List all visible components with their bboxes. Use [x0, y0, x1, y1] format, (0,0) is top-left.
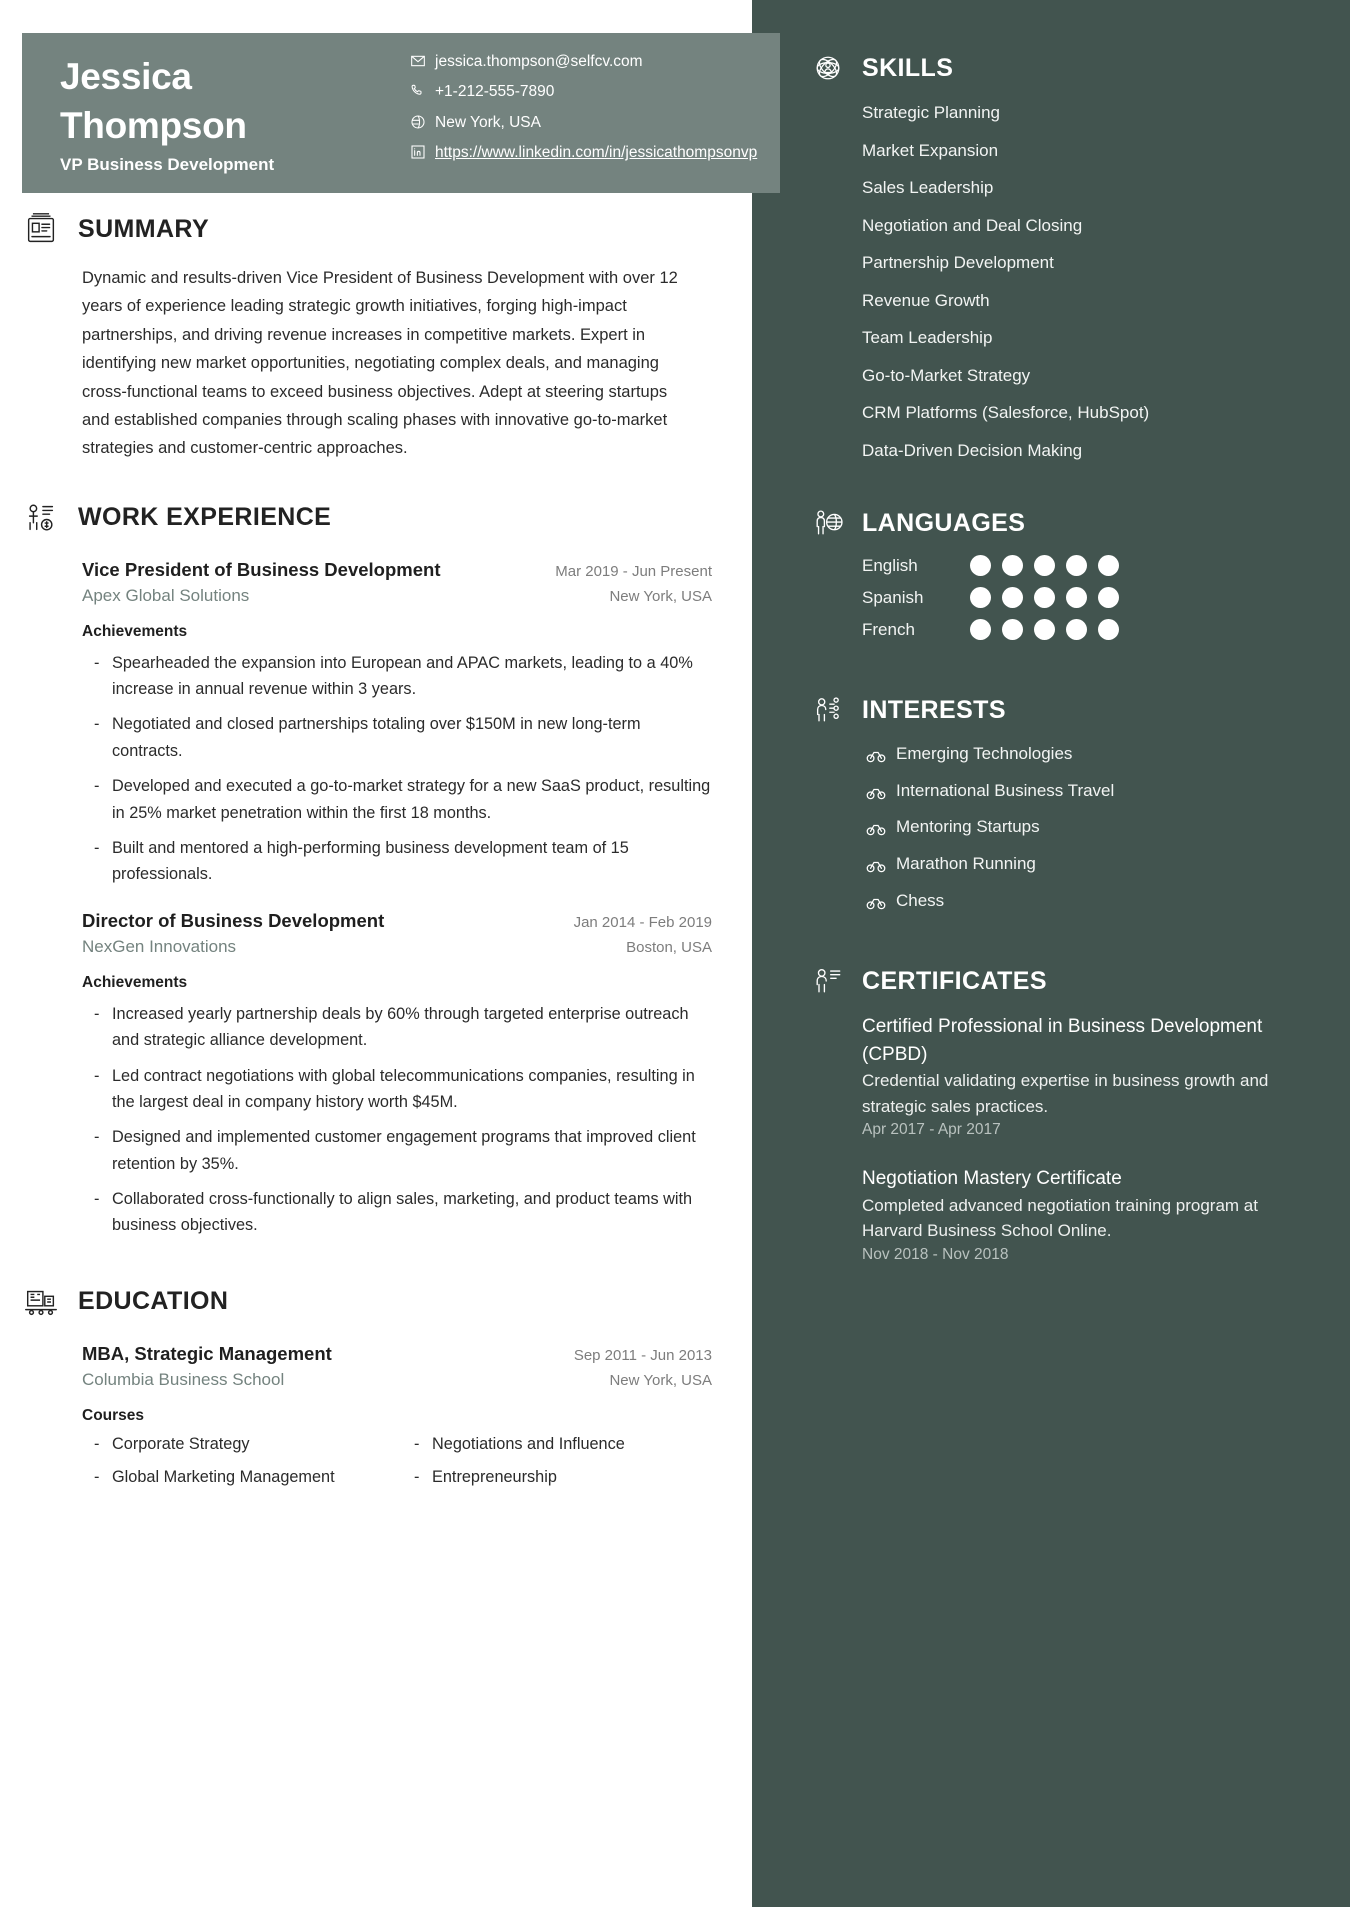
id-card-icon	[22, 210, 60, 248]
languages-header	[810, 505, 1298, 541]
person-globe-icon	[810, 505, 846, 541]
contact-list	[410, 51, 758, 173]
level-dot	[970, 619, 991, 640]
achievement-item: - Spearheaded the expansion into European and APAC markets, leading to a 40% increase in annual revenue within 3 years.	[82, 650, 712, 703]
education-entry-title: MBA, Strategic Management	[82, 1342, 332, 1364]
skill-item: Negotiation and Deal Closing	[862, 215, 1083, 235]
summary-text: Dynamic and results-driven Vice President of Business Development with over 12 years of experience leading strategic growth initiatives, forging high-impact partnerships, and driving revenue increases in competitive markets. Expert in identifying new market opportunities, negotiating complex deals, and managing cross-functional teams to exceed business objectives. Adept at steering startups and established companies through scaling phases with innovative go-to-market strategies and customer-centric approaches.	[82, 269, 678, 458]
candidate-name	[60, 53, 247, 151]
interest-label: International Business Travel	[896, 780, 1115, 800]
language-name: French	[862, 619, 915, 639]
certificate-name: Negotiation Mastery Certificate	[862, 1168, 1122, 1190]
interests-list	[810, 742, 1298, 913]
contact-linkedin[interactable]	[410, 142, 758, 164]
work-entry-date: Mar 2019 - Jun Present	[555, 562, 712, 580]
bicycle-icon	[866, 745, 886, 765]
section-certificates	[810, 963, 1298, 1264]
level-dot	[1066, 555, 1087, 576]
skill-item: Revenue Growth	[862, 290, 990, 310]
certificate-item	[862, 1165, 1298, 1264]
contact-location	[410, 112, 758, 134]
course-item: - Entrepreneurship	[402, 1468, 712, 1487]
education-title: EDUCATION	[78, 1287, 229, 1316]
work-experience-title: WORK EXPERIENCE	[78, 503, 332, 532]
candidate-role: VP Business Development	[60, 155, 275, 174]
education-courses	[82, 1435, 712, 1487]
languages-title: LANGUAGES	[862, 508, 1026, 537]
person-money-icon	[22, 499, 60, 537]
sidebar-column	[752, 0, 1350, 1294]
level-dot	[1002, 587, 1023, 608]
work-entry-achievements	[82, 650, 712, 888]
summary-header	[22, 210, 712, 248]
level-dot	[1098, 587, 1119, 608]
certificate-description: Completed advanced negotiation training program at Harvard Business School Online.	[862, 1195, 1258, 1241]
first-name: Jessica	[60, 56, 192, 97]
globe-pin-icon	[410, 114, 426, 130]
course-item: - Corporate Strategy	[82, 1435, 392, 1454]
skill-item: Team Leadership	[862, 328, 993, 347]
level-dot	[970, 555, 991, 576]
skill-item: CRM Platforms (Salesforce, HubSpot)	[862, 403, 1150, 422]
certificates-list	[810, 1013, 1298, 1264]
interest-label: Chess	[896, 890, 945, 910]
interest-item	[866, 889, 1298, 914]
main-column	[0, 210, 752, 1493]
skill-item: Data-Driven Decision Making	[862, 440, 1083, 460]
skill-item: Go-to-Market Strategy	[862, 365, 1031, 385]
skill-item: Partnership Development	[862, 253, 1054, 272]
contact-phone	[410, 81, 758, 103]
section-skills	[810, 50, 1298, 463]
header-banner	[22, 33, 780, 193]
bicycle-icon	[866, 818, 886, 838]
course-item: - Global Marketing Management	[82, 1468, 392, 1487]
level-dot	[1034, 619, 1055, 640]
achievement-item: - Built and mentored a high-performing business development team of 15 professionals.	[82, 835, 712, 888]
skills-list	[810, 100, 1298, 463]
certificate-date: Nov 2018 - Nov 2018	[862, 1245, 1009, 1263]
certificate-name: Certified Professional in Business Development (CPBD)	[862, 1016, 1263, 1065]
person-network-icon	[810, 692, 846, 728]
language-row	[862, 555, 1298, 576]
achievement-item: - Increased yearly partnership deals by 60% through targeted enterprise outreach and strategic alliance development.	[82, 1001, 712, 1054]
level-dot	[1098, 555, 1119, 576]
work-entry-organization: NexGen Innovations	[82, 936, 237, 956]
certificates-header	[810, 963, 1298, 999]
level-dot	[1066, 619, 1087, 640]
person-lines-icon	[810, 963, 846, 999]
achievements-label: Achievements	[82, 973, 188, 991]
skills-header	[810, 50, 1298, 86]
certificate-date: Apr 2017 - Apr 2017	[862, 1121, 1001, 1139]
interest-label: Mentoring Startups	[896, 817, 1040, 837]
achievements-label: Achievements	[82, 622, 188, 640]
work-entry-title: Director of Business Development	[82, 909, 385, 931]
skills-title: SKILLS	[862, 53, 954, 82]
interest-item	[866, 815, 1298, 840]
course-item: - Negotiations and Influence	[402, 1435, 712, 1454]
level-dot	[1066, 587, 1087, 608]
interest-label: Marathon Running	[896, 853, 1036, 873]
education-entry-date: Sep 2011 - Jun 2013	[573, 1346, 712, 1364]
level-dot	[970, 587, 991, 608]
work-entry	[22, 910, 712, 1239]
interest-item	[866, 852, 1298, 877]
level-dot	[1002, 619, 1023, 640]
languages-list	[810, 555, 1298, 640]
achievement-item: - Negotiated and closed partnerships totaling over $150M in new long-term contracts.	[82, 711, 712, 764]
bicycle-icon	[866, 855, 886, 875]
certificates-title: CERTIFICATES	[862, 966, 1047, 995]
language-level-dots	[970, 619, 1119, 640]
contact-email-text: jessica.thompson@selfcv.com	[435, 53, 643, 70]
bicycle-icon	[866, 892, 886, 912]
contact-phone-text: +1-212-555-7890	[435, 83, 555, 101]
achievement-item: - Designed and implemented customer engagement programs that improved client retention by 35%.	[82, 1124, 712, 1177]
section-languages	[810, 505, 1298, 640]
language-level-dots	[970, 587, 1119, 608]
language-name: English	[862, 555, 918, 575]
achievement-item: - Developed and executed a go-to-market strategy for a new SaaS product, resulting in 25% market penetration within the first 18 months.	[82, 773, 712, 826]
courses-label: Courses	[82, 1406, 145, 1424]
level-dot	[1002, 555, 1023, 576]
section-interests	[810, 692, 1298, 913]
work-entry-achievements	[82, 1001, 712, 1239]
interests-header	[810, 692, 1298, 728]
interest-item	[866, 742, 1298, 767]
language-row	[862, 587, 1298, 608]
phone-icon	[410, 83, 426, 99]
skill-item: Strategic Planning	[862, 103, 1000, 122]
section-summary	[22, 210, 712, 463]
work-entry-organization: Apex Global Solutions	[82, 585, 250, 605]
interest-item	[866, 779, 1298, 804]
achievement-item: - Led contract negotiations with global telecommunications companies, resulting in the largest deal in company history worth $45M.	[82, 1063, 712, 1116]
linkedin-icon	[410, 144, 426, 160]
section-work-experience	[22, 499, 712, 1239]
work-experience-header	[22, 499, 712, 537]
interests-title: INTERESTS	[862, 695, 1006, 724]
contact-location-text: New York, USA	[435, 113, 541, 131]
achievement-item: - Collaborated cross-functionally to align sales, marketing, and product teams with business objectives.	[82, 1186, 712, 1239]
skill-item: Market Expansion	[862, 140, 999, 160]
certificate-description: Credential validating expertise in business growth and strategic sales practices.	[862, 1071, 1269, 1116]
work-entry-title: Vice President of Business Development	[82, 558, 441, 580]
work-entry-location: New York, USA	[609, 587, 712, 605]
education-entry-organization: Columbia Business School	[82, 1369, 285, 1389]
skills-badge-icon	[810, 50, 846, 86]
envelope-icon	[410, 53, 426, 69]
language-name: Spanish	[862, 587, 924, 607]
school-icon	[22, 1283, 60, 1321]
contact-email	[410, 51, 758, 73]
language-level-dots	[970, 555, 1119, 576]
work-entry-date: Jan 2014 - Feb 2019	[573, 913, 712, 931]
contact-linkedin-text[interactable]: https://www.linkedin.com/in/jessicathompsonvp	[435, 144, 758, 162]
certificate-item	[862, 1013, 1298, 1139]
education-entry-location: New York, USA	[609, 1371, 712, 1389]
bicycle-icon	[866, 782, 886, 802]
language-row	[862, 619, 1298, 640]
last-name: Thompson	[60, 104, 247, 146]
level-dot	[1098, 619, 1119, 640]
level-dot	[1034, 587, 1055, 608]
interest-label: Emerging Technologies	[896, 744, 1073, 763]
education-entry	[22, 1343, 712, 1487]
work-entry	[22, 559, 712, 888]
skill-item: Sales Leadership	[862, 178, 994, 197]
work-entry-location: Boston, USA	[626, 938, 712, 956]
education-header	[22, 1283, 712, 1321]
section-education	[22, 1283, 712, 1487]
level-dot	[1034, 555, 1055, 576]
summary-title: SUMMARY	[78, 214, 210, 243]
